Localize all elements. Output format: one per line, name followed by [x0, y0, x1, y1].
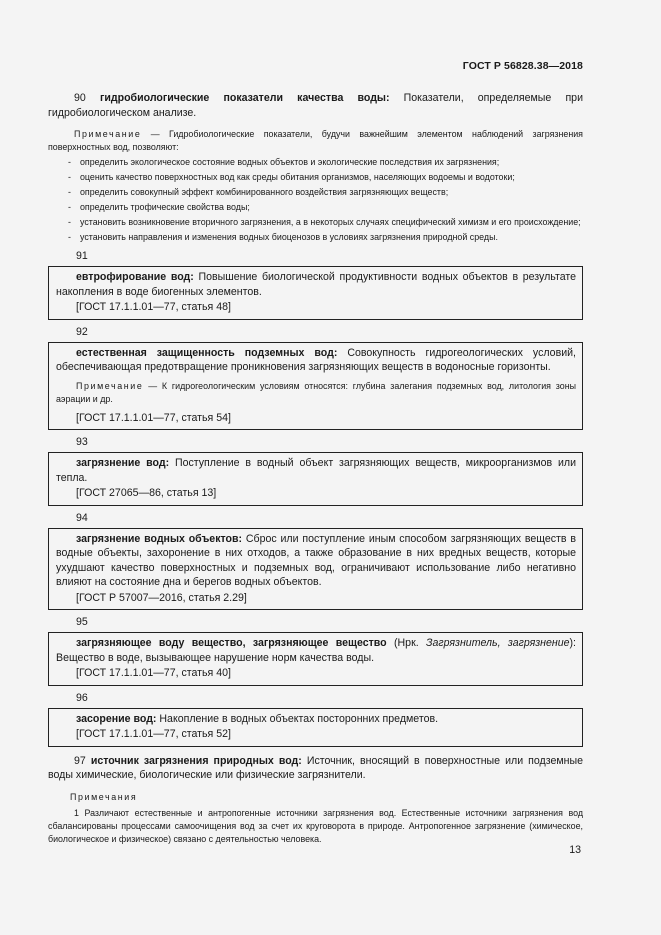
list-item: - определить экологическое состояние водных объектов и экологические последствия их загрязнения;: [68, 157, 500, 167]
source-reference: [ГОСТ 17.1.1.01—77, статья 40]: [76, 667, 231, 679]
term-title: загрязнение вод:: [76, 457, 170, 469]
term-title: загрязняющее воду вещество, загрязняющее вещество: [76, 637, 387, 649]
source-reference: [ГОСТ 27065—86, статья 13]: [76, 487, 217, 499]
term-box-93: [48, 452, 583, 506]
term-definition: Поступление в водный объект загрязняющих веществ, микроорганизмов или тепла.: [56, 457, 577, 484]
term-title: евтрофирование вод:: [76, 271, 194, 283]
page-number: 13: [569, 844, 581, 856]
note-text: — Гидробиологические показатели, будучи важнейшим элементом наблюдений загрязнения поверхностных вод, позволяют:: [48, 129, 583, 152]
term-title: гидробиологические показатели качества воды:: [99, 92, 390, 104]
term-box-94: [48, 528, 583, 611]
source-reference: [ГОСТ 17.1.1.01—77, статья 52]: [76, 728, 231, 740]
term-number: 90: [74, 92, 86, 104]
notes-label: Примечания: [70, 791, 138, 802]
source-reference: [ГОСТ 17.1.1.01—77, статья 48]: [76, 301, 231, 313]
term-definition: Источник, вносящий в поверхностные или подземные воды химические, биологические или физические загрязнители.: [48, 754, 583, 781]
note-90: [48, 128, 583, 244]
deprecated-term: Загрязнитель, загрязнение: [426, 637, 570, 649]
note-text: — К гидрогеологическим условиям относятся: глубина залегания подземных вод, литология зоны аэрации и др.: [56, 380, 576, 404]
note-list: [68, 156, 583, 244]
term-number: 91: [76, 250, 88, 262]
list-item: - установить возникновение вторичного загрязнения, а в некоторых случаях специфический химизм и его происхождение;: [68, 217, 581, 227]
note-label: Примечание: [76, 380, 144, 391]
term-definition: Совокупность гидрогеологических условий, обеспечивающая предотвращение проникновения загрязняющих веществ в водоносные горизонты.: [56, 346, 576, 373]
source-reference: [ГОСТ Р 57007—2016, статья 2.29]: [76, 591, 247, 604]
term-title: засорение вод:: [76, 712, 157, 725]
term-definition: Показатели, определяемые при гидробиологическом анализе.: [48, 92, 583, 119]
list-item: - определить трофические свойства воды;: [68, 202, 250, 212]
term-box-95: загрязняющее воду вещество, загрязняющее вещество (Нрк. Загрязнитель, загрязнение): Вещество в воде, вызывающее нарушение норм качества воды. [ГОСТ 17.1.1.01—77, статья 40]: [48, 632, 583, 686]
term-definition: Повышение биологической продуктивности водных объектов в результате накопления в воде биогенных элементов.: [56, 271, 576, 298]
notes-text: 1 Различают естественные и антропогенные источники загрязнения вод. Естественные источники загрязнения вод сбалансированы процессами самоочищения вод за счет их круговорота в природе. Антропогенное загрязнение (химическое, биологическое и физическое) связано с деятельностью человека.: [48, 807, 583, 844]
list-item: - определить совокупный эффект комбинированного воздействия загрязняющих веществ;: [68, 187, 449, 197]
term-97: [48, 754, 583, 783]
term-box-91: [48, 266, 583, 320]
term-definition: ): Вещество в воде, вызывающее нарушение норм качества воды.: [56, 637, 576, 664]
term-number: 94: [76, 511, 88, 524]
notes-97: [48, 791, 583, 846]
list-item: - установить направления и изменения водных биоценозов в условиях загрязнения природной среды.: [68, 232, 498, 242]
term-number: 92: [76, 325, 88, 338]
term-definition: Сброс или поступление иным способом загрязняющих веществ в водные объекты, захоронение в них отходов, а также образование в них вредных веществ, которые ухудшают качество поверхностных и подземных вод, ограничивают использование либо негативно влияют на состояние дна и берегов водных объектов.: [56, 532, 576, 588]
term-box-92: [48, 342, 583, 431]
term-number: 93: [76, 436, 88, 448]
term-number: 96: [76, 691, 88, 704]
source-reference: [ГОСТ 17.1.1.01—77, статья 54]: [76, 411, 231, 424]
term-number: 95: [76, 616, 88, 628]
term-title: естественная защищенность подземных вод:: [76, 346, 338, 359]
page-content: [48, 91, 583, 846]
term-90: [48, 91, 583, 120]
term-definition: Накопление в водных объектах посторонних предметов.: [156, 712, 439, 725]
term-number: 97: [74, 754, 86, 767]
term-title: загрязнение водных объектов:: [76, 532, 243, 545]
term-title: источник загрязнения природных вод:: [90, 754, 302, 767]
document-code: ГОСТ Р 56828.38—2018: [462, 60, 583, 72]
note-label: Примечание: [74, 129, 142, 139]
list-item: - оценить качество поверхностных вод как среды обитания организмов, населяющих водоемы и водотоки;: [68, 172, 515, 182]
term-box-96: [48, 708, 583, 747]
